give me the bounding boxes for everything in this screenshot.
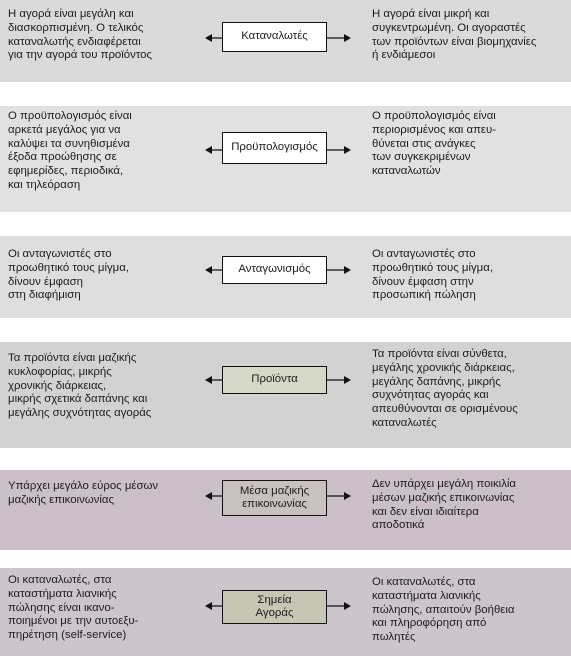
center-box-competition: Ανταγωνισμός (222, 256, 327, 284)
row-band-points-of-sale (0, 568, 571, 656)
right-arrow (327, 600, 351, 612)
center-box-points-of-sale: Σημεία Αγοράς (222, 590, 327, 624)
row-band-mass-media (0, 470, 571, 550)
row-band-competition (0, 236, 571, 318)
row-right-text: Η αγορά είναι μικρή και συγκεντρωμένη. Οι αγοραστές των προϊόντων είναι βιομηχανίες ή ενδιάμεσοι (372, 8, 537, 62)
row-left-text: Η αγορά είναι μεγάλη και διασκορπισμένη. Ο τελικός καταναλωτής ενδιαφέρεται για την αγορά του προϊόντος (8, 8, 152, 62)
row-right-text: Οι καταναλωτές, στα καταστήματα λιανικής πώλησης, απαιτούν βοήθεια και πληροφόρηση από πωλητές (372, 576, 515, 644)
right-arrow (327, 374, 351, 386)
row-left-text: Οι καταναλωτές, στα καταστήματα λιανικής πώλησης είναι ικανο- ποιημένοι με την αυτοεξυ- πηρέτηση (self-service) (8, 574, 139, 642)
center-box-consumers: Καταναλωτές (222, 22, 327, 52)
row-right-text: Ο προϋπολογισμός είναι περιορισμένος και απευ- θύνεται στις ανάγκες των συγκεκριμένων καταναλωτών (372, 110, 497, 178)
right-arrow (327, 32, 351, 44)
row-left-text: Τα προϊόντα είναι μαζικής κυκλοφορίας, μικρής χρονικής διάρκειας, μικρής σχετικά δαπάνης και μεγάλης συχνότητας αγοράς (8, 352, 152, 420)
row-right-text: Τα προϊόντα είναι σύνθετα, μεγάλης χρονικής διάρκειας, μεγάλης δαπάνης, μικρής συχνότητας αγοράς και απευθύνονται σε ορισμένους καταναλωτές (372, 348, 518, 429)
row-band-consumers (0, 0, 571, 82)
row-right-text: Δεν υπάρχει μεγάλη ποικιλία μέσων μαζικής επικοινωνίας και δεν είναι ιδιαίτερα αποδοτικά (372, 478, 517, 532)
row-right-text: Οι ανταγωνιστές στο προωθητικό τους μίγμα, δίνουν έμφαση στην προσωπική πώληση (372, 248, 493, 302)
row-left-text: Οι ανταγωνιστές στο προωθητικό τους μίγμα, δίνουν έμφαση στη διαφήμιση (8, 248, 129, 302)
right-arrow (327, 144, 351, 156)
center-box-mass-media: Μέσα μαζικής επικοινωνίας (222, 480, 327, 516)
right-arrow (327, 490, 351, 502)
row-band-budget (0, 106, 571, 212)
right-arrow (327, 264, 351, 276)
center-box-budget: Προϋπολογισμός (222, 132, 327, 164)
center-box-products: Προϊόντα (222, 366, 327, 394)
row-band-products (0, 342, 571, 448)
row-left-text: Υπάρχει μεγάλο εύρος μέσων μαζικής επικοινωνίας (8, 480, 159, 506)
row-left-text: Ο προϋπολογισμός είναι αρκετά μεγάλος για να καλύψει τα συνηθισμένα έξοδα προώθησης σε εφημερίδες, περιοδικά, και τηλεόραση (8, 110, 132, 191)
